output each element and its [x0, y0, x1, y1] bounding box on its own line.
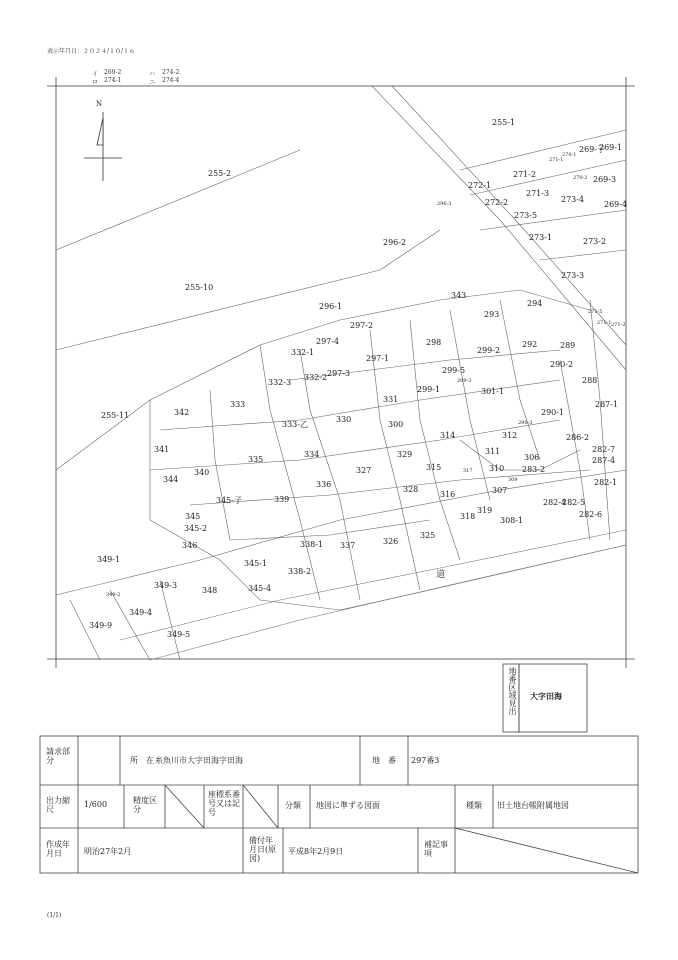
parcel-label: 308-1: [500, 516, 524, 525]
legend-key: ロ: [92, 79, 99, 86]
legend-lot: 269-2: [104, 69, 122, 76]
parcel-label: 345-子: [216, 496, 242, 505]
parcel-label: 345-1: [244, 559, 268, 568]
parcel-label: 288: [582, 376, 598, 385]
parcel-label: 271-2: [513, 170, 537, 179]
parcel-label: 282-7: [592, 445, 616, 454]
parcel-label: 273-1: [529, 233, 553, 242]
parcel-label: 310: [489, 464, 505, 473]
parcel-label: 345: [185, 512, 201, 521]
form-req-label: 請求部分: [46, 747, 70, 765]
parcel-label: 345-4: [248, 584, 272, 593]
form-type-label: 種類: [466, 801, 482, 810]
parcel-label: 332-3: [268, 378, 292, 387]
page-number: (1/1): [47, 912, 62, 919]
district-box-label: 地番区域見出: [508, 667, 517, 715]
parcel-label: 269-1: [599, 143, 623, 152]
form-made-label: 作成年月日: [46, 840, 70, 858]
parcel-label: 335: [248, 455, 264, 464]
parcel-label: 282-1: [594, 478, 618, 487]
parcel-label: 297-3: [327, 369, 351, 378]
parcel-label: 270-1: [562, 152, 577, 158]
parcel-label: 339: [274, 495, 290, 504]
parcel-label: 349-2: [106, 592, 121, 598]
parcel-label: 282-4: [543, 498, 567, 507]
parcel-label: 270-2: [573, 175, 588, 181]
parcel-label: 306: [524, 453, 540, 462]
legend-lot: 274-1: [104, 77, 122, 84]
parcel-label: 255-2: [208, 169, 232, 178]
parcel-label: 299-1: [417, 385, 441, 394]
parcel-label: 334: [304, 450, 320, 459]
form-prep-label: 備付年月日(原図): [249, 836, 277, 863]
parcel-label: 342: [174, 408, 190, 417]
parcel-label: 349-4: [129, 608, 153, 617]
parcel-label: 290-2: [550, 360, 574, 369]
parcel-label: 273-5: [514, 211, 538, 220]
parcel-label: 271-1: [597, 320, 612, 326]
parcel-label: 318: [460, 512, 476, 521]
legend-key: イ: [92, 71, 99, 78]
parcel-label: 297-2: [350, 321, 374, 330]
parcel-label: 349-9: [89, 621, 113, 630]
parcel-label: 271-5: [588, 309, 603, 315]
parcel-label: 333-乙: [282, 420, 308, 429]
parcel-label: 299-3: [457, 378, 472, 384]
parcel-label: 319: [477, 506, 493, 515]
parcel-label: 343: [451, 291, 467, 300]
form-lot: 297番3: [411, 756, 440, 765]
parcel-label: 317: [463, 468, 473, 474]
form-type-value: 旧土地台帳附属地図: [497, 801, 569, 810]
parcel-label: 316: [440, 490, 456, 499]
parcel-label: 309: [508, 477, 518, 483]
district-box-value: 大字田海: [530, 692, 562, 701]
parcel-label: 271-1: [549, 157, 564, 163]
parcel-label: 315: [426, 463, 442, 472]
parcel-label: 326: [383, 537, 399, 546]
form-loc-label: 所 在: [130, 756, 154, 765]
parcel-label: 311: [485, 447, 501, 456]
parcel-label: 255-1: [492, 118, 516, 127]
form-coord-label: 座標系番号又は記号: [208, 790, 240, 817]
parcel-label: 331: [383, 395, 399, 404]
form-made-value: 明治27年2月: [84, 847, 132, 856]
parcel-label: 289: [560, 341, 576, 350]
parcel-label: 301-1: [481, 387, 505, 396]
parcel-label: 287-4: [592, 456, 616, 465]
parcel-label: 273-2: [583, 237, 607, 246]
north-arrow: [84, 112, 122, 181]
parcel-label: 329: [397, 450, 413, 459]
parcel-label: 282-6: [579, 510, 603, 519]
parcel-label: 349-3: [154, 581, 178, 590]
legend-key: ニ: [149, 79, 156, 86]
form-class-label: 分類: [285, 801, 301, 810]
parcel-label: 340: [194, 468, 210, 477]
form-scale-label: 出力縮尺: [46, 796, 70, 814]
north-label: N: [96, 100, 103, 108]
parcel-label: 332-1: [291, 348, 315, 357]
parcel-label: 273-4: [561, 195, 585, 204]
parcel-label: 307: [492, 486, 508, 495]
parcel-label: 287-1: [595, 400, 619, 409]
parcel-label: 346: [182, 541, 198, 550]
parcel-label: 300: [388, 420, 404, 429]
parcel-label: 294: [527, 299, 543, 308]
form-class-value: 地図に準ずる図面: [316, 801, 380, 810]
parcel-label: 327: [356, 466, 372, 475]
parcel-label: 298: [426, 338, 442, 347]
parcel-label: 349-5: [167, 630, 191, 639]
parcel-label: 255-10: [185, 283, 214, 292]
legend-lot: 274-2: [162, 69, 180, 76]
parcel-label: 332-2: [304, 373, 328, 382]
parcel-label: 333: [230, 400, 246, 409]
print-date: 表示年月日：２０２４/１０/１６: [47, 48, 136, 55]
parcel-label: 296-3: [437, 201, 452, 207]
parcel-label: 330: [336, 415, 352, 424]
parcel-label: 296-1: [319, 302, 343, 311]
parcel-label: 282-5: [562, 498, 586, 507]
parcel-label: 314: [440, 431, 456, 440]
form-accuracy-label: 精度区分: [133, 796, 157, 814]
parcel-label: 292: [522, 340, 538, 349]
parcel-label: 271-3: [526, 189, 550, 198]
parcel-label: 299-5: [442, 366, 466, 375]
legend-lot: 274-4: [162, 77, 180, 84]
parcel-label: 290-1: [541, 408, 565, 417]
parcel-label: 290-3: [518, 420, 533, 426]
parcel-label: 299-2: [477, 346, 501, 355]
parcel-label: 286-2: [566, 433, 590, 442]
parcel-label: 344: [163, 475, 179, 484]
road-label: 道: [436, 570, 446, 580]
parcel-label: 341: [154, 445, 170, 454]
parcel-label: 297-1: [366, 354, 390, 363]
form-note-label: 補記事項: [424, 840, 448, 858]
form-location: 糸魚川市大字田海字田海: [155, 756, 243, 765]
parcel-label: 271-2: [611, 322, 626, 328]
parcel-label: 255-11: [101, 411, 130, 420]
legend-key: ハ: [149, 71, 156, 78]
parcel-label: 283-2: [522, 465, 546, 474]
parcel-label: 325: [420, 531, 436, 540]
form-scale: 1/600: [84, 800, 108, 809]
parcel-label: 338-1: [300, 540, 324, 549]
parcel-label: 272-2: [485, 198, 509, 207]
parcel-label: 269-子: [579, 145, 605, 154]
parcel-label: 312: [502, 431, 518, 440]
parcel-label: 338-2: [288, 567, 312, 576]
parcel-label: 328: [403, 485, 419, 494]
parcel-label: 269-3: [593, 175, 617, 184]
parcel-label: 337: [340, 541, 356, 550]
parcel-label: 336: [316, 480, 332, 489]
parcel-label: 272-1: [468, 181, 492, 190]
parcel-label: 349-1: [97, 555, 121, 564]
parcel-label: 297-4: [316, 337, 340, 346]
parcel-label: 345-2: [184, 524, 208, 533]
parcel-label: 296-2: [383, 238, 407, 247]
parcel-label: 348: [202, 586, 218, 595]
parcel-label: 273-3: [561, 271, 585, 280]
form-prep-value: 平成8年2月9日: [288, 847, 344, 856]
parcel-label: 293: [484, 310, 500, 319]
form-lot-label: 地 番: [372, 756, 396, 765]
parcel-label: 269-4: [604, 200, 628, 209]
